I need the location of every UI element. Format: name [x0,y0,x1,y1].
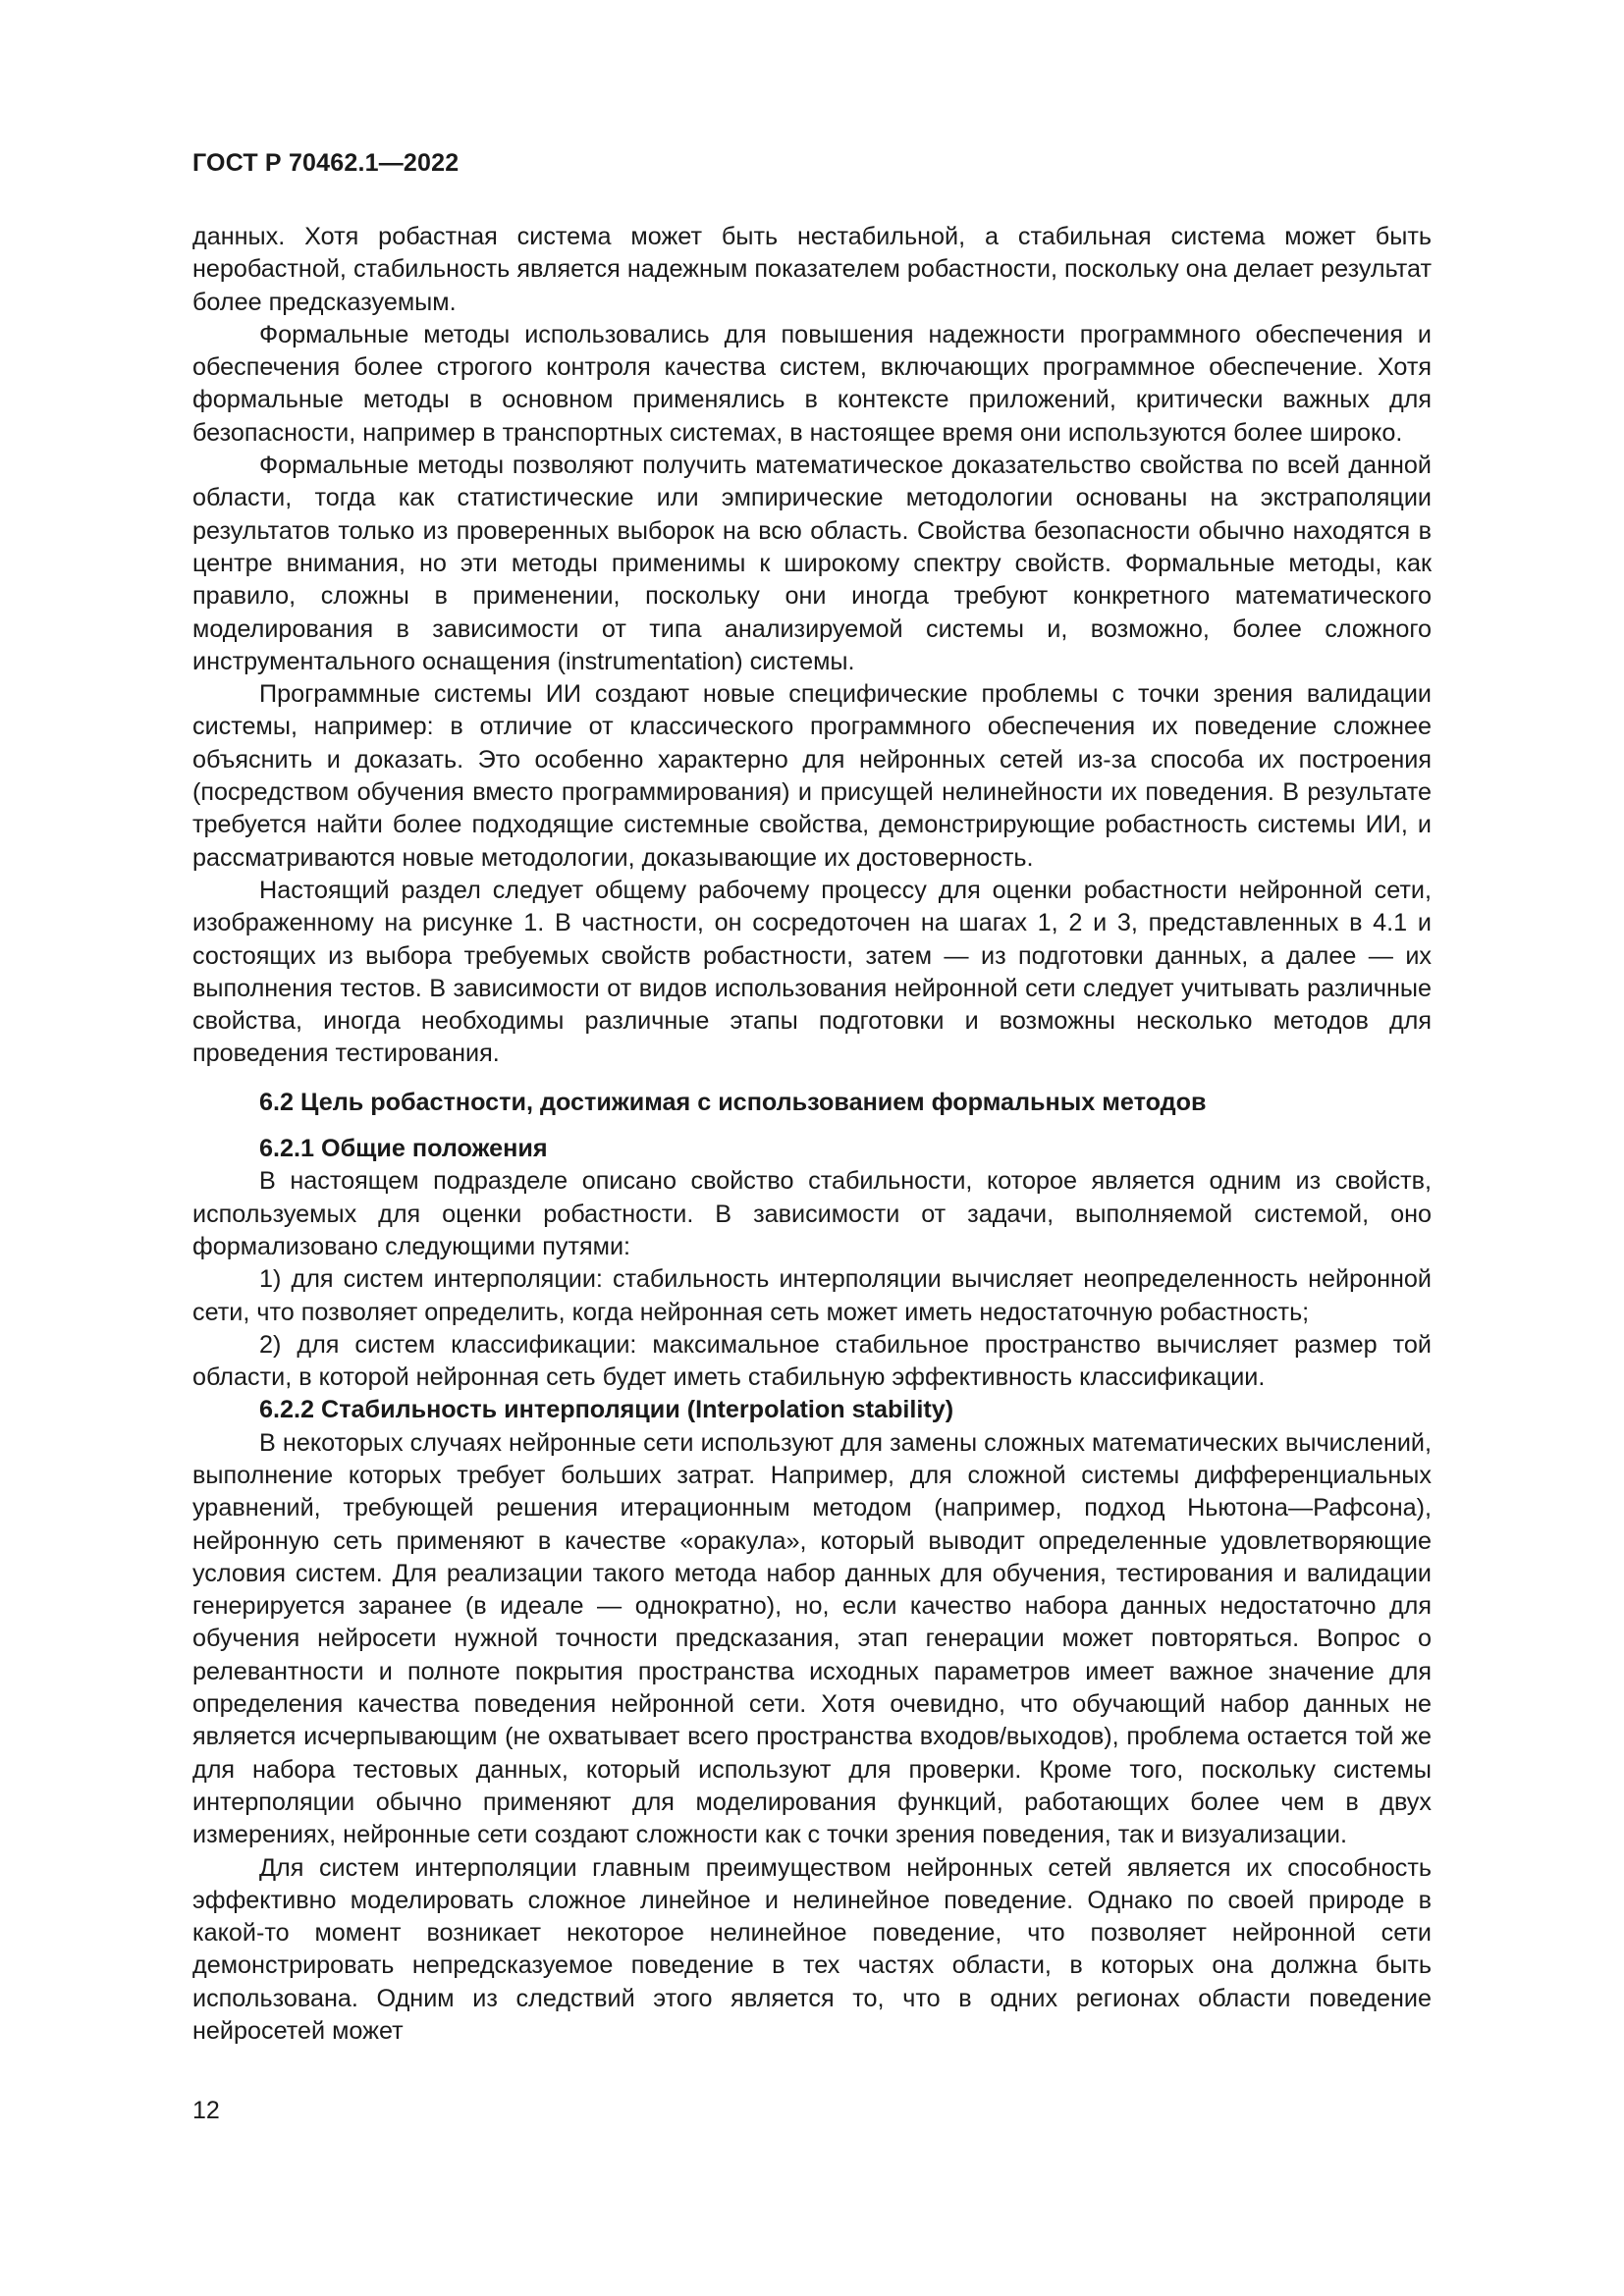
paragraph: В настоящем подразделе описано свойство стабильности, которое является одним из свойств, используемых для оценки робастности. В зависимости от задачи, выполняемой системой, оно формализовано следующими путями: [192,1167,1432,1260]
main-content [192,221,1432,2048]
paragraph: В некоторых случаях нейронные сети используют для замены сложных математических вычислений, выполнение которых требует больших затрат. Например, для сложной системы дифференциальных уравнений, требующей решения итерационным методом (например, подход Ньютона—Рафсона), нейронную сеть применяют в качестве «оракула», который выводит определенные удовлетворяющие условия систем. Для реализации такого метода набор данных для обучения, тестирования и валидации генерируется заранее (в идеале — однократно), но, если качество набора данных недостаточно для обучения нейросети нужной точности предсказания, этап генерации может повторяться. Вопрос о релевантности и полноте покрытия пространства исходных параметров имеет важное значение для определения качества поведения нейронной сети. Хотя очевидно, что обучающий набор данных не является исчерпывающим (не охватывает всего пространства входов/выходов), проблема остается той же для набора тестовых данных, который используют для проверки. Кроме того, поскольку системы интерполяции обычно применяют для моделирования функций, работающих более чем в двух измерениях, нейронные сети создают сложности как с точки зрения поведения, так и визуализации. [192,1428,1432,1849]
section-heading-6-2: 6.2 Цель робастности, достижимая с использованием формальных методов [259,1088,1207,1116]
list-item: 1) для систем интерполяции: стабильность интерполяции вычисляет неопределенность нейронной сети, что позволяет определить, когда нейронная сеть может иметь недостаточную робастность; [192,1265,1432,1326]
subsection-heading-6-2-2: 6.2.2 Стабильность интерполяции (Interpolation stability) [259,1396,954,1424]
page-number: 12 [192,2097,220,2124]
paragraph: Формальные методы использовались для повышения надежности программного обеспечения и обеспечения более строгого контроля качества систем, включающих программное обеспечение. Хотя формальные методы в основном применялись в контексте приложений, критически важных для безопасности, например в транспортных системах, в настоящее время они используются более широко. [192,320,1432,447]
paragraph-continuation: данных. Хотя робастная система может быть нестабильной, а стабильная система может быть неробастной, стабильность является надежным показателем робастности, поскольку она делает результат более предсказуемым. [192,223,1432,316]
paragraph: Настоящий раздел следует общему рабочему процессу для оценки робастности нейронной сети, изображенному на рисунке 1. В частности, он сосредоточен на шагах 1, 2 и 3, представленных в 4.1 и состоящих из выбора требуемых свойств робастности, затем — из подготовки данных, а далее — их выполнения тестов. В зависимости от видов использования нейронной сети следует учитывать различные свойства, иногда необходимы различные этапы подготовки и возможны несколько методов для проведения тестирования. [192,876,1432,1068]
paragraph: Формальные методы позволяют получить математическое доказательство свойства по всей данной области, тогда как статистические или эмпирические методологии основаны на экстраполяции результатов только из проверенных выборок на всю область. Свойства безопасности обычно находятся в центре внимания, но эти методы применимы к широкому спектру свойств. Формальные методы, как правило, сложны в применении, поскольку они иногда требуют конкретного математического моделирования в зависимости от типа анализируемой системы и, возможно, более сложного инструментального оснащения (instrumentation) системы. [192,452,1432,675]
subsection-heading-6-2-1: 6.2.1 Общие положения [259,1135,548,1163]
paragraph: Для систем интерполяции главным преимуществом нейронных сетей является их способность эффективно моделировать сложное линейное и нелинейное поведение. Однако по своей природе в какой-то момент возникает некоторое нелинейное поведение, что позволяет нейронной сети демонстрировать непредсказуемое поведение в тех частях области, в которых она должна быть использована. Одним из следствий этого является то, что в одних регионах области поведение нейросетей может [192,1853,1432,2046]
document-code-header: ГОСТ Р 70462.1—2022 [192,149,460,177]
paragraph: Программные системы ИИ создают новые специфические проблемы с точки зрения валидации системы, например: в отличие от классического программного обеспечения их поведение сложнее объяснить и доказать. Это особенно характерно для нейронных сетей из-за способа их построения (посредством обучения вместо программирования) и присущей нелинейности их поведения. В результате требуется найти более подходящие системные свойства, демонстрирующие робастность системы ИИ, и рассматриваются новые методологии, доказывающие их достоверность. [192,680,1432,872]
list-item: 2) для систем классификации: максимальное стабильное пространство вычисляет размер той области, в которой нейронная сеть будет иметь стабильную эффективность классификации. [192,1330,1432,1392]
